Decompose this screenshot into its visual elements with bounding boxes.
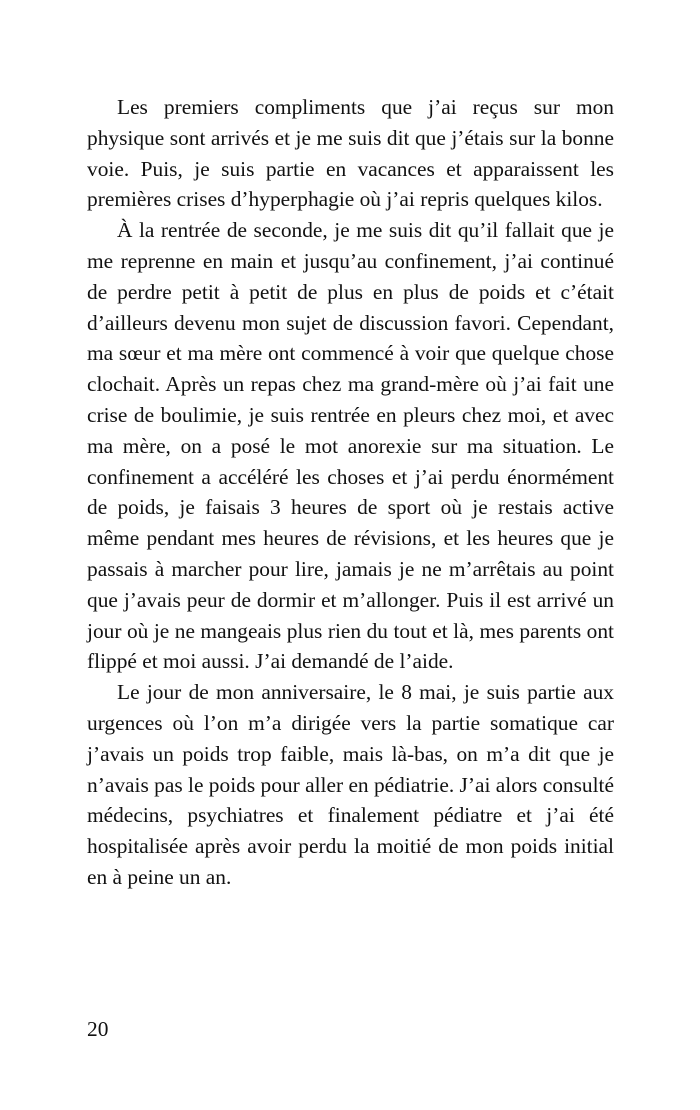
body-text <box>87 92 614 893</box>
paragraph-3: Le jour de mon anniversaire, le 8 mai, je suis partie aux urgences où l’on m’a dirigée vers la partie somatique car j’avais un poids trop faible, mais là-bas, on m’a dit que je n’avais pas le poids pour aller en pédiatrie. J’ai alors consulté médecins, psychiatres et finalement pédiatre et j’ai été hospitalisée après avoir perdu la moitié de mon poids initial en à peine un an. <box>87 680 614 889</box>
page-number: 20 <box>87 1017 109 1041</box>
paragraph-2: À la rentrée de seconde, je me suis dit qu’il fallait que je me reprenne en main et jusqu’au confinement, j’ai continué de perdre petit à petit de plus en plus de poids et c’était d’ailleurs devenu mon sujet de discussion favori. Cependant, ma sœur et ma mère ont commencé à voir que quelque chose clochait. Après un repas chez ma grand-mère où j’ai fait une crise de boulimie, je suis rentrée en pleurs chez moi, et avec ma mère, on a posé le mot anorexie sur ma situation. Le confinement a accéléré les choses et j’ai perdu énormément de poids, je faisais 3 heures de sport où je restais active même pendant mes heures de révisions, et les heures que je passais à marcher pour lire, jamais je ne m’arrêtais au point que j’avais peur de dormir et m’allonger. Puis il est arrivé un jour où je ne mangeais plus rien du tout et là, mes parents ont flippé et moi aussi. J’ai demandé de l’aide. <box>87 218 614 674</box>
paragraph-1: Les premiers compliments que j’ai reçus sur mon physique sont arrivés et je me suis dit que j’étais sur la bonne voie. Puis, je suis partie en vacances et apparaissent les premières crises d’hyperphagie où j’ai repris quelques kilos. <box>87 95 614 212</box>
